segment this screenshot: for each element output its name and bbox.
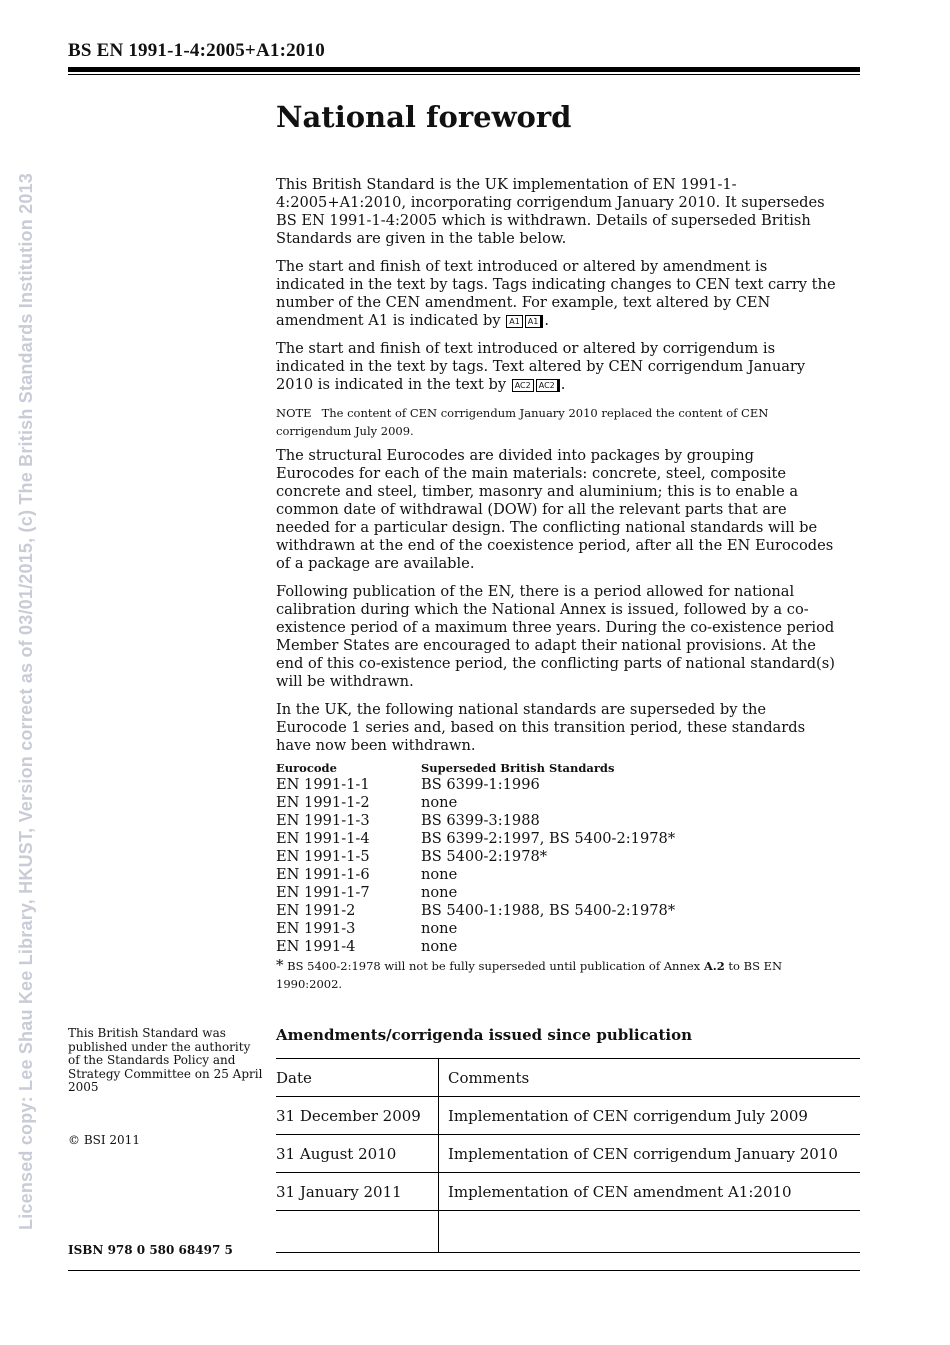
table-row (276, 902, 675, 920)
table-row (276, 1211, 860, 1253)
eurocode-cell: EN 1991-1-2 (276, 794, 370, 811)
table-row (276, 830, 675, 848)
table-row (276, 920, 675, 938)
table-row (276, 1173, 860, 1211)
column-header-date: Date (276, 1059, 439, 1097)
amendment-comment-cell: Implementation of CEN amendment A1:2010 (439, 1173, 861, 1211)
publication-authority-note: This British Standard was published under the authority of the Standards Policy and Strategy Committee on 25 April 2005 (68, 1026, 263, 1094)
corrigendum-open-tag: AC2 (512, 379, 534, 392)
table-header-row (276, 1059, 860, 1097)
table-row (276, 866, 675, 884)
superseded-cell: none (421, 884, 458, 901)
table-row (276, 848, 675, 866)
header-rule-thick (68, 67, 860, 72)
eurocode-cell: EN 1991-1-7 (276, 884, 370, 901)
amendment-comment-cell: Implementation of CEN corrigendum July 2009 (439, 1097, 861, 1135)
amendment-close-tag: A1 (525, 315, 544, 328)
paragraph-eurocode-packages: The structural Eurocodes are divided into packages by grouping Eurocodes for each of the main materials: concrete, steel, composite concrete and steel, timber, masonry and aluminium; this is to enable a common date of withdrawal (DOW) for all the relevant parts that are needed for a particular design. The conflicting national standards will be withdrawn at the end of the coexistence period, after all the EN Eurocodes of a package are available. (276, 447, 834, 572)
superseded-cell: none (421, 794, 458, 811)
eurocode-cell: EN 1991-2 (276, 902, 356, 919)
paragraph-amendment-tags (276, 258, 836, 330)
column-header-comments: Comments (439, 1059, 861, 1097)
table-row (276, 938, 675, 956)
footer-rule (68, 1270, 860, 1271)
superseded-cell: BS 5400-1:1988, BS 5400-2:1978* (421, 902, 676, 919)
table-row (276, 776, 675, 794)
paragraph-corrigendum-tags-text: The start and finish of text introduced or altered by corrigendum is indicated in the text by tags. Text altered by CEN corrigendum January 2010 is indicated in the text by (276, 340, 806, 393)
note-label: NOTE (276, 406, 312, 420)
table-row (276, 794, 675, 812)
superseded-cell: BS 5400-2:1978* (421, 848, 548, 865)
footnote-text-after: to BS EN 1990:2002. (276, 959, 783, 991)
paragraph-calibration: Following publication of the EN, there is a period allowed for national calibration during which the National Annex is issued, followed by a co-existence period of a maximum three years. During the co-existence period Member States are encouraged to adapt their national provisions. At the end of this co-existence period, the conflicting parts of national standard(s) will be withdrawn. (276, 583, 835, 690)
amendment-date-cell: 31 August 2010 (276, 1135, 439, 1173)
eurocode-cell: EN 1991-1-1 (276, 776, 370, 793)
license-watermark: Licensed copy: Lee Shau Kee Library, HKUST, Version correct as of 03/01/2015, (c) The British Standards Institution 2013 (16, 173, 36, 1230)
eurocode-cell: EN 1991-3 (276, 920, 356, 937)
footnote-text-before: BS 5400-2:1978 will not be fully superseded until publication of Annex (287, 959, 701, 973)
document-header-title: BS EN 1991-1-4:2005+A1:2010 (68, 40, 325, 61)
amendment-open-tag: A1 (506, 315, 523, 328)
corrigendum-close-tag: AC2 (536, 379, 560, 392)
eurocode-cell: EN 1991-4 (276, 938, 356, 955)
superseded-cell: none (421, 938, 458, 955)
superseded-cell: none (421, 866, 458, 883)
note (276, 404, 836, 440)
superseded-cell: BS 6399-1:1996 (421, 776, 540, 793)
amendment-comment-cell (439, 1211, 861, 1253)
footnote-annex-ref: A.2 (703, 959, 725, 973)
superseded-standards-table (276, 761, 675, 956)
table-row (276, 884, 675, 902)
amendment-date-cell: 31 January 2011 (276, 1173, 439, 1211)
period: . (544, 312, 549, 329)
paragraph-amendment-tags-text: The start and finish of text introduced or altered by amendment is indicated in the text by tags. Tags indicating changes to CEN text carry the number of the CEN amendment. For example, text altered by CEN amendment A1 is indicated by (276, 258, 836, 329)
note-text: The content of CEN corrigendum January 2010 replaced the content of CEN corrigendum July 2009. (276, 406, 769, 438)
superseded-cell: BS 6399-3:1988 (421, 812, 540, 829)
table-footnote (276, 956, 836, 993)
amendment-date-cell (276, 1211, 439, 1253)
amendments-heading: Amendments/corrigenda issued since publication (276, 1026, 692, 1044)
amendments-table (276, 1058, 860, 1253)
paragraph-implementation: This British Standard is the UK implementation of EN 1991-1-4:2005+A1:2010, incorporating corrigendum January 2010. It supersedes BS EN 1991-1-4:2005 which is withdrawn. Details of superseded British Standards are given in the table below. (276, 176, 825, 247)
eurocode-cell: EN 1991-1-4 (276, 830, 370, 847)
paragraph-uk-superseded: In the UK, the following national standards are superseded by the Eurocode 1 series and, based on this transition period, these standards have now been withdrawn. (276, 701, 806, 754)
table-row (276, 1135, 860, 1173)
period: . (560, 376, 566, 393)
amendment-comment-cell: Implementation of CEN corrigendum January 2010 (439, 1135, 861, 1173)
isbn-number: ISBN 978 0 580 68497 5 (68, 1243, 233, 1257)
eurocode-cell: EN 1991-1-5 (276, 848, 370, 865)
header-rule-thin (68, 74, 860, 75)
copyright-notice: © BSI 2011 (68, 1133, 140, 1147)
foreword-body (276, 176, 836, 993)
footnote-star: * (276, 956, 284, 974)
table-row (276, 1097, 860, 1135)
superseded-cell: none (421, 920, 458, 937)
column-header-eurocode: Eurocode (276, 761, 337, 775)
page-title: National foreword (276, 100, 572, 134)
paragraph-corrigendum-tags (276, 340, 836, 394)
superseded-cell: BS 6399-2:1997, BS 5400-2:1978* (421, 830, 676, 847)
eurocode-cell: EN 1991-1-3 (276, 812, 370, 829)
amendment-date-cell: 31 December 2009 (276, 1097, 439, 1135)
column-header-superseded: Superseded British Standards (421, 761, 615, 775)
eurocode-cell: EN 1991-1-6 (276, 866, 370, 883)
table-row (276, 812, 675, 830)
